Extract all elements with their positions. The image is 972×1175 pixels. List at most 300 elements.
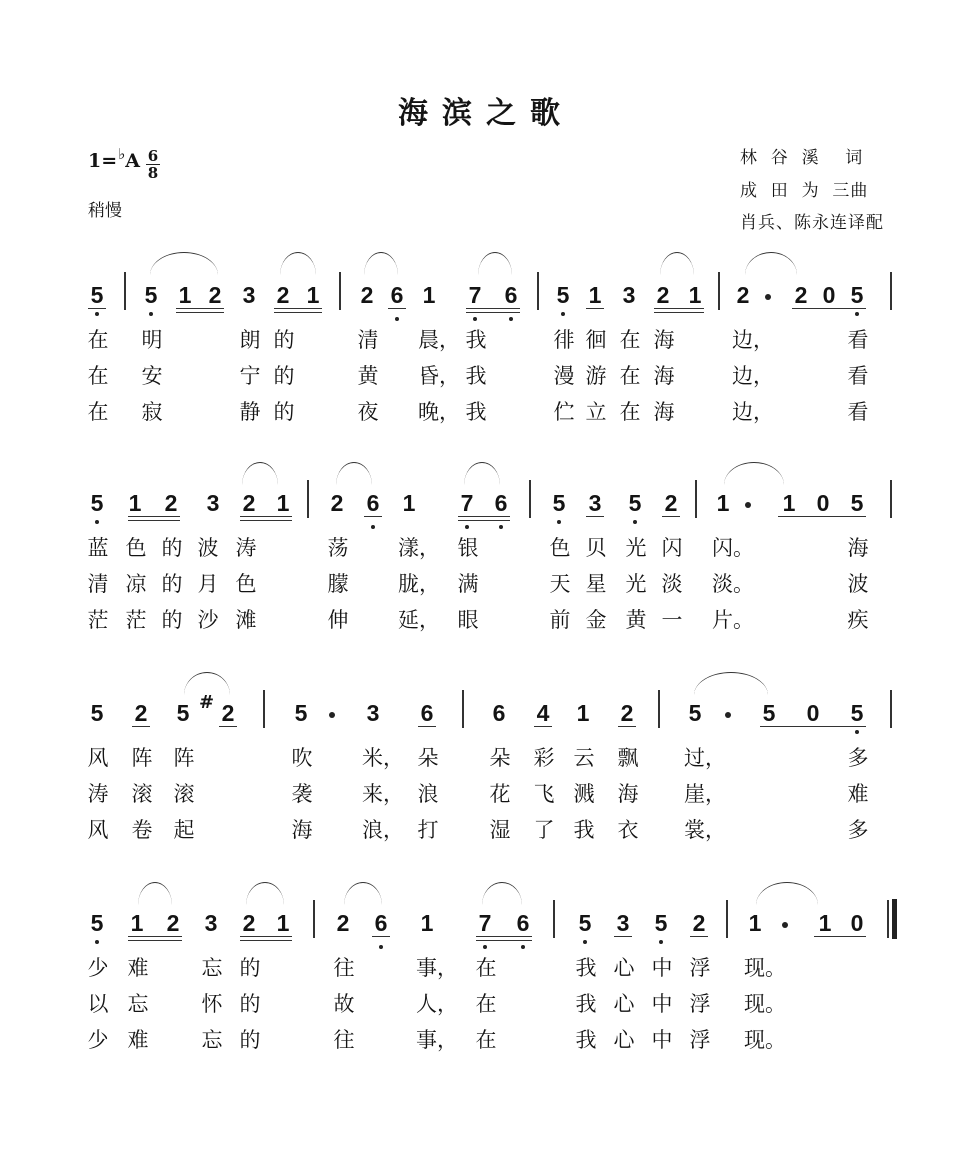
time-bottom: 8 [147,164,159,182]
slur [482,882,522,905]
note: 1 [178,282,192,308]
underline [240,936,292,937]
barline [339,272,341,310]
lyric: 边， [732,400,774,424]
lyric: 吹 [291,746,313,770]
lyric: 银 [457,536,479,560]
lyric: 静 [239,400,261,424]
underline [274,312,322,313]
underline [814,936,866,937]
note: 2 [330,490,344,516]
note: 1 [782,490,796,516]
note: 2 [794,282,808,308]
note: 1 [402,490,416,516]
note: 2 [360,282,374,308]
underline [534,726,552,727]
lyric: 清 [357,328,379,352]
lyric: 凉 [125,572,147,596]
underline [458,520,510,521]
lyric: 忘 [201,1028,223,1052]
underline [372,936,390,937]
lyric: 漾， [398,536,440,560]
lyric: 游 [585,364,607,388]
lyric: 延， [398,608,440,632]
lyric: 朦 [327,572,349,596]
composer-credit: 成 田 为 三曲 [740,181,869,201]
underline [128,520,180,521]
note: 1 [588,282,602,308]
lyric: 湿 [489,818,511,842]
lyric: 往 [333,956,355,980]
note: 2 [736,282,750,308]
note: 1 [688,282,702,308]
lyric: 茫 [87,608,109,632]
lyric: 寂 [141,400,163,424]
note: 2 [208,282,222,308]
lyric: 涛 [87,782,109,806]
lyric: 看 [847,364,869,388]
note: 6 [420,700,434,726]
lyric: 在 [87,400,109,424]
lyric: 伸 [327,608,349,632]
underline [88,308,106,309]
note: 3 [242,282,256,308]
underline [388,308,406,309]
lyric: 滚 [131,782,153,806]
lyric: 月 [197,572,219,596]
lyric: 的 [161,572,183,596]
lyric: 彩 [533,746,555,770]
augmentation-dot [782,922,788,928]
barline [529,480,531,518]
barline [658,690,660,728]
barline [718,272,720,310]
lyric: 疾 [847,608,869,632]
lyric: 海 [653,400,675,424]
lyric: 风 [87,746,109,770]
lyric: 光 [625,536,647,560]
lyric: 波 [197,536,219,560]
slur [478,252,512,275]
lyric: 怀 [201,992,223,1016]
note: 3 [206,490,220,516]
underline [586,308,604,309]
lyric: 边， [732,364,774,388]
slur [336,462,372,485]
note: 3 [588,490,602,516]
underline [128,940,182,941]
lyric: 我 [575,1028,597,1052]
lyric: 难 [127,1028,149,1052]
flat-icon: ♭ [118,145,126,163]
note: 5 [86,490,108,516]
lyric: 多 [847,746,869,770]
lyric: 光 [625,572,647,596]
final-barline-thin [887,900,889,938]
note: 5 [574,910,596,936]
lyric: 卷 [131,818,153,842]
lyric: 波 [847,572,869,596]
note: 3 [622,282,636,308]
key-note: A [125,150,140,172]
lyric: 海 [847,536,869,560]
note: 2 [242,490,256,516]
lyric: 色 [235,572,257,596]
note: 6 [386,282,408,308]
underline [614,936,632,937]
lyric: 浪 [417,782,439,806]
lyric: 眼 [457,608,479,632]
lyric: 夜 [357,400,379,424]
sharp-icon: # [199,692,215,713]
lyric: 裳， [684,818,726,842]
note: 1 [130,910,144,936]
barline [537,272,539,310]
lyric: 荡 [327,536,349,560]
underline [240,516,292,517]
key-signature [88,145,140,172]
underline [690,936,708,937]
lyric: 昏， [418,364,460,388]
note: 5 [294,700,308,726]
lyric: 黄 [625,608,647,632]
lyric: 徘 [553,328,575,352]
lyric: 忘 [127,992,149,1016]
lyricist-credit: 林 谷 溪 词 [740,148,864,168]
barline [307,480,309,518]
lyric: 边， [732,328,774,352]
lyric: 沙 [197,608,219,632]
lyric: 的 [239,992,261,1016]
barline [890,272,892,310]
lyric: 心 [613,992,635,1016]
lyric: 云 [573,746,595,770]
note: 2 [276,282,290,308]
underline [466,312,520,313]
slur [344,882,382,905]
lyric: 来， [362,782,404,806]
note: 5 [762,700,776,726]
underline [176,312,224,313]
note: 2 [164,490,178,516]
lyric: 我 [573,818,595,842]
lyric: 忘 [201,956,223,980]
lyric: 过， [684,746,726,770]
note: 1 [420,910,434,936]
underline [132,726,150,727]
note: 6 [370,910,392,936]
note: 1 [128,490,142,516]
slur [280,252,316,275]
note: 5 [552,282,574,308]
lyric: 宁 [239,364,261,388]
note: 2 [620,700,634,726]
slur [246,882,284,905]
lyric: 蓝 [87,536,109,560]
lyric: 海 [617,782,639,806]
lyric: 的 [161,536,183,560]
underline [418,726,436,727]
lyric: 打 [417,818,439,842]
lyric: 晚， [418,400,460,424]
key-label: 1= [88,150,118,172]
lyric: 朵 [417,746,439,770]
lyric: 的 [273,400,295,424]
lyric: 故 [333,992,355,1016]
lyric: 以 [87,992,109,1016]
augmentation-dot [765,294,771,300]
note: 2 [664,490,678,516]
lyric: 看 [847,328,869,352]
note: 3 [204,910,218,936]
underline [240,940,292,941]
lyric: 我 [465,400,487,424]
note: 1 [422,282,436,308]
lyric: 崖， [684,782,726,806]
underline [778,516,866,517]
note: 5 [846,282,868,308]
lyric: 难 [127,956,149,980]
barline [695,480,697,518]
lyric: 我 [575,992,597,1016]
lyric: 的 [239,1028,261,1052]
underline [458,516,510,517]
lyric: 飘 [617,746,639,770]
slur [660,252,694,275]
slur [745,252,797,275]
lyric: 现。 [744,992,786,1016]
arranger-credit: 肖兵、陈永连译配 [740,213,884,233]
lyric: 海 [653,364,675,388]
slur [242,462,278,485]
slur [364,252,398,275]
underline [618,726,636,727]
barline [553,900,555,938]
lyric: 淡 [661,572,683,596]
note: 7 [464,282,486,308]
note: 2 [134,700,148,726]
lyric: 的 [273,328,295,352]
note: 7 [474,910,496,936]
underline [586,516,604,517]
final-barline-thick [892,899,897,939]
note: 2 [656,282,670,308]
barline [263,690,265,728]
lyric: 多 [847,818,869,842]
note: 5 [90,700,104,726]
note: 3 [616,910,630,936]
note: 1 [306,282,320,308]
lyric: 黄 [357,364,379,388]
note: 5 [86,282,108,308]
lyric: 在 [619,364,641,388]
underline [760,726,866,727]
note: 2 [166,910,180,936]
underline [274,308,322,309]
lyric: 袭 [291,782,313,806]
lyric: 胧， [398,572,440,596]
lyric: 在 [475,992,497,1016]
lyric: 在 [87,328,109,352]
lyric: 清 [87,572,109,596]
lyric: 少 [87,1028,109,1052]
lyric: 的 [239,956,261,980]
note: 1 [818,910,832,936]
note: 2 [692,910,706,936]
lyric: 起 [173,818,195,842]
lyric: 现。 [744,956,786,980]
lyric: 一 [661,608,683,632]
note: 4 [536,700,550,726]
note: 0 [850,910,864,936]
lyric: 伫 [553,400,575,424]
note: 7 [456,490,478,516]
lyric: 前 [549,608,571,632]
lyric: 了 [533,818,555,842]
tempo-marking: 稍慢 [88,201,122,221]
lyric: 事， [416,956,458,980]
underline [662,516,680,517]
time-signature [146,148,160,181]
lyric: 海 [291,818,313,842]
note: 5 [140,282,162,308]
underline [364,516,382,517]
lyric: 中 [651,992,673,1016]
lyric: 茫 [125,608,147,632]
lyric: 的 [161,608,183,632]
underline [476,940,532,941]
augmentation-dot [329,712,335,718]
note: 5 [688,700,702,726]
note: 2 [221,700,235,726]
note: 2 [242,910,256,936]
lyric: 淡。 [712,572,754,596]
lyric: 在 [619,328,641,352]
lyric: 看 [847,400,869,424]
lyric: 衣 [617,818,639,842]
lyric: 我 [465,328,487,352]
lyric: 飞 [533,782,555,806]
lyric: 闪 [661,536,683,560]
lyric: 涛 [235,536,257,560]
lyric: 色 [549,536,571,560]
lyric: 心 [613,1028,635,1052]
lyric: 色 [125,536,147,560]
lyric: 立 [585,400,607,424]
underline [176,308,224,309]
lyric: 事， [416,1028,458,1052]
lyric: 难 [847,782,869,806]
note: 5 [850,490,864,516]
underline [654,308,704,309]
lyric: 我 [575,956,597,980]
barline [462,690,464,728]
slur [724,462,784,485]
song-title: 海滨之歌 [398,96,574,131]
underline [128,516,180,517]
lyric: 中 [651,956,673,980]
note: 1 [276,910,290,936]
slur [464,462,500,485]
lyric: 人， [416,992,458,1016]
augmentation-dot [745,502,751,508]
lyric: 中 [651,1028,673,1052]
underline [219,726,237,727]
lyric: 的 [273,364,295,388]
note: 6 [362,490,384,516]
lyric: 满 [457,572,479,596]
underline [240,520,292,521]
note: 5 [86,910,108,936]
underline [128,936,182,937]
underline [466,308,520,309]
note: 6 [492,700,506,726]
slur [138,882,172,905]
underline [792,308,866,309]
lyric: 朗 [239,328,261,352]
note: 0 [822,282,836,308]
lyric: 阵 [131,746,153,770]
note: 5 [846,700,868,726]
lyric: 花 [489,782,511,806]
note: 0 [816,490,830,516]
note: 5 [624,490,646,516]
lyric: 往 [333,1028,355,1052]
lyric: 溅 [573,782,595,806]
lyric: 在 [87,364,109,388]
lyric: 在 [475,956,497,980]
time-top: 6 [147,147,159,165]
lyric: 在 [619,400,641,424]
note: 1 [748,910,762,936]
lyric: 在 [475,1028,497,1052]
note: 3 [366,700,380,726]
note: 5 [650,910,672,936]
note: 6 [500,282,522,308]
note: 5 [548,490,570,516]
lyric: 我 [465,364,487,388]
lyric: 晨， [418,328,460,352]
lyric: 滚 [173,782,195,806]
lyric: 朵 [489,746,511,770]
lyric: 浮 [689,992,711,1016]
lyric: 漫 [553,364,575,388]
lyric: 明 [141,328,163,352]
lyric: 浮 [689,1028,711,1052]
note: 5 [176,700,190,726]
lyric: 浪， [362,818,404,842]
lyric: 金 [585,608,607,632]
slur [694,672,768,695]
lyric: 浮 [689,956,711,980]
note: 1 [576,700,590,726]
lyric: 风 [87,818,109,842]
slur [150,252,218,275]
lyric: 安 [141,364,163,388]
barline [890,480,892,518]
lyric: 米， [362,746,404,770]
lyric: 心 [613,956,635,980]
lyric: 闪。 [712,536,754,560]
note: 1 [716,490,730,516]
lyric: 片。 [712,608,754,632]
underline [476,936,532,937]
lyric: 徊 [585,328,607,352]
lyric: 滩 [235,608,257,632]
lyric: 现。 [744,1028,786,1052]
note: 0 [806,700,820,726]
lyric: 天 [549,572,571,596]
